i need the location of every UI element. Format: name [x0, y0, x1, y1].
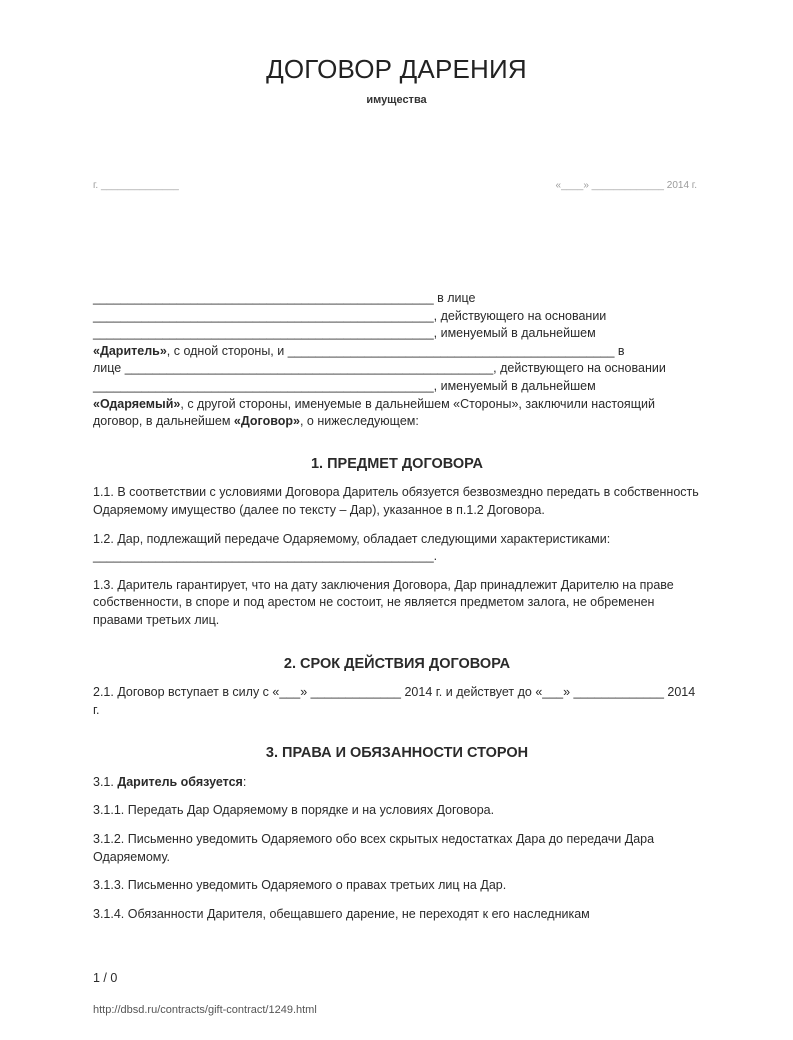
place-field: г. ______________: [93, 180, 179, 191]
intro-block: [93, 290, 701, 431]
donor-term: «Даритель»: [93, 343, 167, 358]
document-subtitle: имущества: [366, 94, 427, 106]
paragraph-1-2: 1.2. Дар, подлежащий передаче Одаряемому, обладает следующими характеристиками: _________________________________________________.: [93, 531, 611, 564]
document-title: ДОГОВОР ДАРЕНИЯ: [266, 54, 527, 84]
intro-line: _________________________________________________, именуемый в дальнейшем: [93, 378, 596, 393]
paragraph-1-3: 1.3. Даритель гарантирует, что на дату заключения Договора, Дар принадлежит Дарителю на праве собственности, в споре и под арестом не состоит, не является предметом залога, не обременен правами третьих лиц.: [93, 577, 674, 627]
donor-obligations-term: Даритель обязуется: [117, 774, 243, 789]
paragraph-3-1: [93, 774, 701, 792]
section-2-title: 2. СРОК ДЕЙСТВИЯ ДОГОВОРА: [283, 655, 511, 672]
page-number: 1 / 0: [93, 971, 118, 985]
contract-term: «Договор»: [233, 414, 300, 429]
section-3-title: 3. ПРАВА И ОБЯЗАННОСТИ СТОРОН: [265, 745, 529, 762]
intro-line: _________________________________________________ в лице: [93, 291, 476, 305]
paragraph-3-1-4: 3.1.4. Обязанности Дарителя, обещавшего дарение, не переходят к его наследникам: [93, 906, 590, 921]
intro-line: _________________________________________________, именуемый в дальнейшем: [93, 326, 596, 341]
intro-line: [93, 396, 701, 414]
recipient-term: «Одаряемый»: [93, 396, 181, 411]
paragraph-3-1-3: 3.1.3. Письменно уведомить Одаряемого о правах третьих лиц на Дар.: [93, 878, 507, 893]
paragraph-2-1: 2.1. Договор вступает в силу с «___» _____________ 2014 г. и действует до «___» _____________ 2014 г.: [93, 685, 696, 717]
section-1-title: 1. ПРЕДМЕТ ДОГОВОРА: [310, 455, 484, 472]
date-field: «____» _____________ 2014 г.: [555, 180, 697, 191]
document-body: [93, 290, 701, 923]
intro-text: , с другой стороны, именуемые в дальнейшем «Стороны», заключили настоящий: [180, 396, 655, 411]
paragraph-3-1-2: 3.1.2. Письменно уведомить Одаряемого обо всех скрытых недостатках Дара до передачи Дара Одаряемому.: [93, 832, 655, 864]
intro-text: , о нижеследующем:: [299, 414, 419, 429]
paragraph-3-1-1: 3.1.1. Передать Дар Одаряемому в порядке и на условиях Договора.: [93, 803, 495, 818]
source-url: http://dbsd.ru/contracts/gift-contract/1249.html: [93, 1004, 317, 1016]
paragraph-1-1: 1.1. В соответствии с условиями Договора Даритель обязуется безвозмездно передать в собственность Одаряемому имущество (далее по тексту – Дар), указанное в п.1.2 Договора.: [93, 485, 699, 517]
intro-line: [93, 343, 701, 361]
para-text: 3.1.: [93, 774, 118, 789]
intro-line: _________________________________________________, действующего на основании: [93, 308, 607, 323]
intro-text: , с одной стороны, и _______________________________________________ в: [166, 343, 625, 358]
intro-line: лице _____________________________________________________, действующего на основании: [93, 361, 666, 376]
intro-line: [93, 413, 701, 431]
para-text: :: [242, 774, 247, 789]
intro-text: договор, в дальнейшем: [93, 414, 234, 429]
